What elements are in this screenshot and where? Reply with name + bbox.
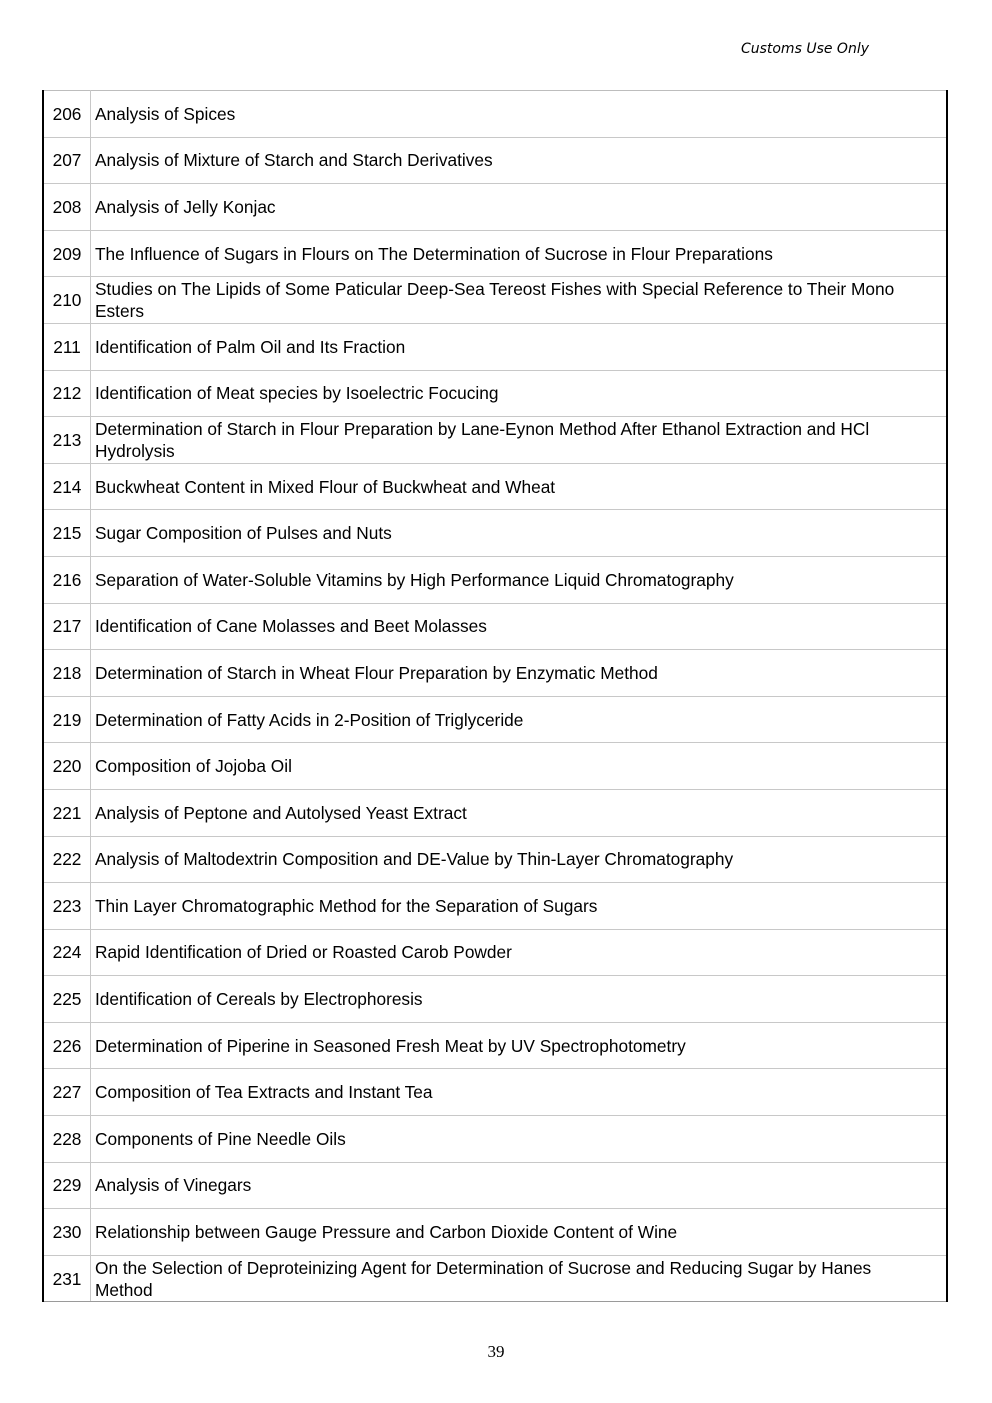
entry-title: Analysis of Spices (91, 91, 948, 138)
table-row (43, 230, 947, 277)
entry-number: 228 (43, 1116, 91, 1163)
table-row (43, 137, 947, 184)
entry-number: 206 (43, 91, 91, 138)
entry-number: 214 (43, 463, 91, 510)
entry-number: 209 (43, 230, 91, 277)
table-row (43, 650, 947, 697)
table-row (43, 603, 947, 650)
entry-title: Analysis of Peptone and Autolysed Yeast Extract (91, 789, 948, 836)
table-row (43, 1255, 947, 1302)
entry-number: 223 (43, 883, 91, 930)
entry-title: Composition of Tea Extracts and Instant Tea (91, 1069, 948, 1116)
entry-title: Components of Pine Needle Oils (91, 1116, 948, 1163)
entry-number: 230 (43, 1209, 91, 1256)
table-row (43, 510, 947, 557)
entry-title: Determination of Starch in Wheat Flour Preparation by Enzymatic Method (91, 650, 948, 697)
table-row (43, 417, 947, 464)
entry-number: 224 (43, 929, 91, 976)
entry-number: 212 (43, 370, 91, 417)
entry-title: Identification of Cereals by Electrophoresis (91, 976, 948, 1023)
entry-number: 225 (43, 976, 91, 1023)
entry-title: On the Selection of Deproteinizing Agent for Determination of Sucrose and Reducing Sugar by Hanes Method (91, 1255, 948, 1302)
entry-title: Analysis of Maltodextrin Composition and DE-Value by Thin-Layer Chromatography (91, 836, 948, 883)
entry-title: Sugar Composition of Pulses and Nuts (91, 510, 948, 557)
table-row (43, 976, 947, 1023)
table-row (43, 323, 947, 370)
entry-number: 220 (43, 743, 91, 790)
table-row (43, 696, 947, 743)
table-row (43, 789, 947, 836)
table-row (43, 1069, 947, 1116)
table-row (43, 1209, 947, 1256)
table-row (43, 91, 947, 138)
table-row (43, 836, 947, 883)
entries-table (42, 90, 948, 1302)
entry-number: 229 (43, 1162, 91, 1209)
entry-number: 227 (43, 1069, 91, 1116)
entry-number: 226 (43, 1022, 91, 1069)
entry-title: Determination of Fatty Acids in 2-Position of Triglyceride (91, 696, 948, 743)
entry-title: Identification of Meat species by Isoelectric Focucing (91, 370, 948, 417)
table-row (43, 370, 947, 417)
table-row (43, 1162, 947, 1209)
table-row (43, 463, 947, 510)
table-row (43, 1022, 947, 1069)
entry-number: 211 (43, 323, 91, 370)
entry-title: Rapid Identification of Dried or Roasted Carob Powder (91, 929, 948, 976)
entry-number: 231 (43, 1255, 91, 1302)
table-row (43, 743, 947, 790)
entry-title: Determination of Piperine in Seasoned Fresh Meat by UV Spectrophotometry (91, 1022, 948, 1069)
entry-title: Buckwheat Content in Mixed Flour of Buckwheat and Wheat (91, 463, 948, 510)
entry-title: Identification of Cane Molasses and Beet Molasses (91, 603, 948, 650)
entry-title: Separation of Water-Soluble Vitamins by High Performance Liquid Chromatography (91, 556, 948, 603)
table-row (43, 184, 947, 231)
table-row (43, 556, 947, 603)
page-number: 39 (487, 1342, 505, 1361)
table-row (43, 1116, 947, 1163)
entry-number: 208 (43, 184, 91, 231)
table-row (43, 929, 947, 976)
entry-number: 210 (43, 277, 91, 324)
entry-title: Analysis of Jelly Konjac (91, 184, 948, 231)
entry-number: 222 (43, 836, 91, 883)
entries-body (43, 91, 947, 1302)
entry-number: 221 (43, 789, 91, 836)
table-row (43, 277, 947, 324)
entry-title: Studies on The Lipids of Some Paticular Deep-Sea Tereost Fishes with Special Reference to Their Mono Esters (91, 277, 948, 324)
entry-title: Analysis of Mixture of Starch and Starch Derivatives (91, 137, 948, 184)
entry-title: The Influence of Sugars in Flours on The Determination of Sucrose in Flour Preparations (91, 230, 948, 277)
entry-title: Composition of Jojoba Oil (91, 743, 948, 790)
entry-title: Thin Layer Chromatographic Method for the Separation of Sugars (91, 883, 948, 930)
entry-title: Analysis of Vinegars (91, 1162, 948, 1209)
entry-title: Relationship between Gauge Pressure and Carbon Dioxide Content of Wine (91, 1209, 948, 1256)
entry-number: 213 (43, 417, 91, 464)
header-note: Customs Use Only (740, 41, 869, 57)
entry-number: 218 (43, 650, 91, 697)
entry-number: 207 (43, 137, 91, 184)
entry-number: 217 (43, 603, 91, 650)
entry-number: 216 (43, 556, 91, 603)
entry-number: 215 (43, 510, 91, 557)
entry-number: 219 (43, 696, 91, 743)
table-row (43, 883, 947, 930)
entry-title: Identification of Palm Oil and Its Fraction (91, 323, 948, 370)
entry-title: Determination of Starch in Flour Preparation by Lane-Eynon Method After Ethanol Extraction and HCl Hydrolysis (91, 417, 948, 464)
